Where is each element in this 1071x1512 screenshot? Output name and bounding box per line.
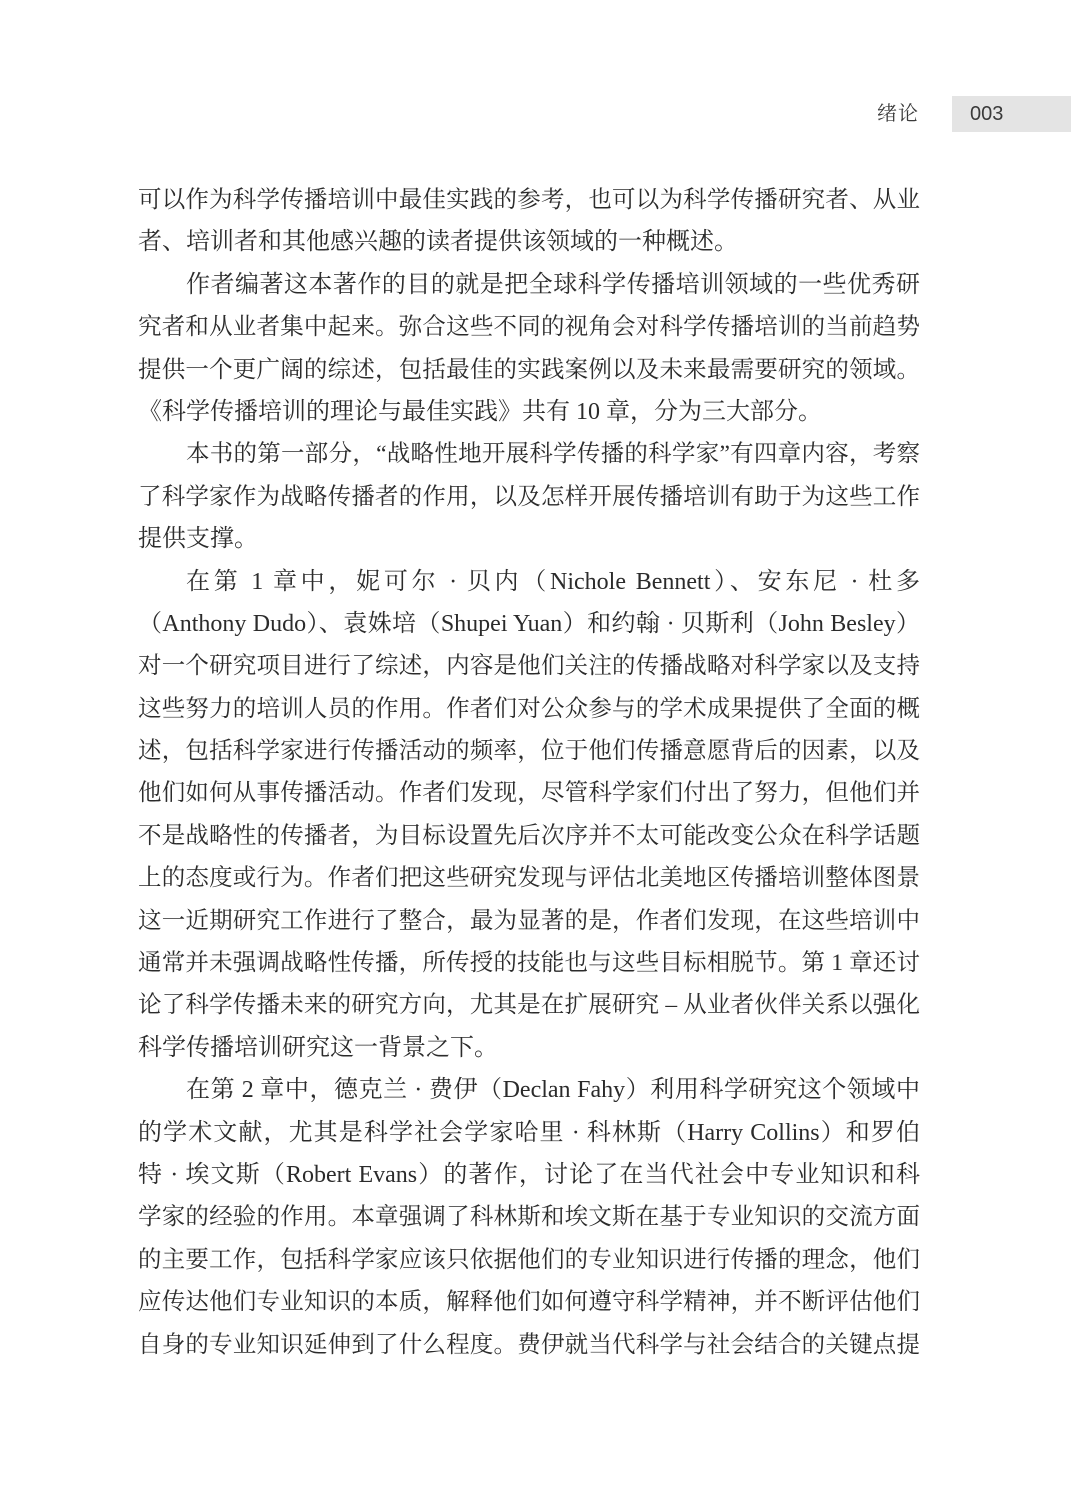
text-line: 《科学传播培训的理论与最佳实践》共有 10 章，分为三大部分。 [138,398,822,425]
page-number: 003 [970,103,1004,125]
body-text [138,179,920,1366]
text-line: 究者和从业者集中起来。弥合这些不同的视角会对科学传播培训的当前趋势 [138,314,920,341]
text-line: 特 · 埃文斯（Robert Evans）的著作，讨论了在当代社会中专业知识和科 [138,1161,920,1188]
section-title: 绪论 [877,103,919,125]
text-line: 对一个研究项目进行了综述，内容是他们关注的传播战略对科学家以及支持 [138,653,920,680]
text-line: （Anthony Dudo）、袁姝培（Shupei Yuan）和约翰 · 贝斯利（John Besley） [138,610,920,637]
running-header [0,96,1071,132]
text-line: 提供一个更广阔的综述，包括最佳的实践案例以及未来最需要研究的领域。 [138,356,920,383]
text-line: 提供支撑。 [138,526,258,553]
paragraph [138,433,920,560]
text-line: 自身的专业知识延伸到了什么程度。费伊就当代科学与社会结合的关键点提 [138,1331,920,1358]
text-line: 述，包括科学家进行传播活动的频率，位于他们传播意愿背后的因素，以及 [138,738,920,765]
text-line: 可以作为科学传播培训中最佳实践的参考，也可以为科学传播研究者、从业 [138,187,920,213]
text-line: 这一近期研究工作进行了整合，最为显著的是，作者们发现，在这些培训中 [138,907,920,934]
page-number-box [952,96,1071,132]
text-line: 的主要工作，包括科学家应该只依据他们的专业知识进行传播的理念，他们 [138,1246,920,1273]
paragraph [138,264,920,434]
text-line: 通常并未强调战略性传播，所传授的技能也与这些目标相脱节。第 1 章还讨 [138,950,920,977]
text-line: 他们如何从事传播活动。作者们发现，尽管科学家们付出了努力，但他们并 [138,780,920,807]
text-line: 这些努力的培训人员的作用。作者们对公众参与的学术成果提供了全面的概 [138,695,920,722]
paragraph [138,561,920,1070]
paragraph [138,179,920,264]
text-line: 作者编著这本著作的目的就是把全球科学传播培训领域的一些优秀研 [186,271,920,298]
text-line: 了科学家作为战略传播者的作用，以及怎样开展传播培训有助于为这些工作 [138,483,920,510]
text-line: 本书的第一部分，“战略性地开展科学传播的科学家”有四章内容，考察 [186,441,920,468]
text-line: 不是战略性的传播者，为目标设置先后次序并不太可能改变公众在科学话题 [138,822,920,849]
text-line: 者、培训者和其他感兴趣的读者提供该领域的一种概述。 [138,229,738,256]
text-line: 上的态度或行为。作者们把这些研究发现与评估北美地区传播培训整体图景 [138,865,920,892]
text-line: 科学传播培训研究这一背景之下。 [138,1034,498,1061]
text-line: 学家的经验的作用。本章强调了科林斯和埃文斯在基于专业知识的交流方面 [138,1204,920,1231]
paragraph [138,1069,920,1366]
text-line: 的学术文献，尤其是科学社会学家哈里 · 科林斯（Harry Collins）和罗伯 [138,1119,920,1146]
text-line: 应传达他们专业知识的本质，解释他们如何遵守科学精神，并不断评估他们 [138,1289,920,1316]
text-line: 在第 1 章中，妮可尔 · 贝内（Nichole Bennett）、安东尼 · 杜多 [186,568,920,595]
text-line: 论了科学传播未来的研究方向，尤其是在扩展研究 – 从业者伙伴关系以强化 [138,992,920,1019]
text-line: 在第 2 章中，德克兰 · 费伊（Declan Fahy）利用科学研究这个领域中 [186,1077,920,1104]
